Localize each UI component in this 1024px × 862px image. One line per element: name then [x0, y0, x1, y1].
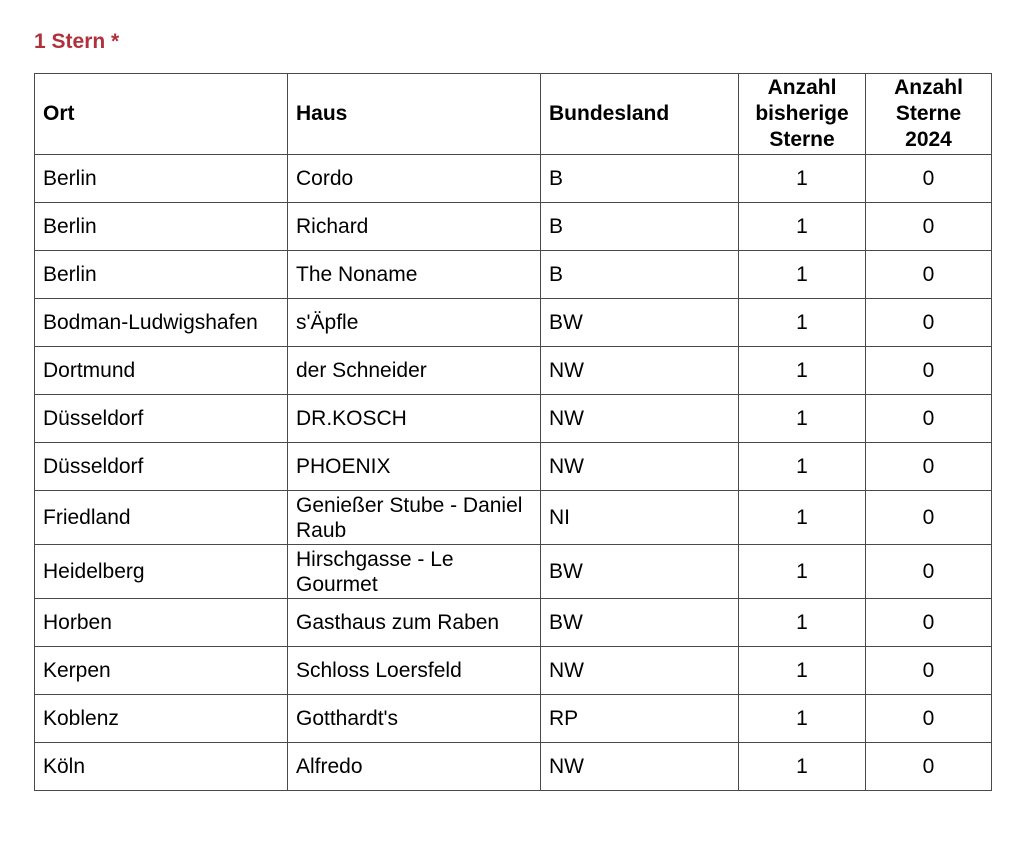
cell-ort: Koblenz	[35, 695, 288, 743]
cell-bisherige-sterne: 1	[739, 347, 866, 395]
header-anzahl-bisherige-sterne: Anzahl bisherige Sterne	[739, 74, 866, 155]
cell-haus: Schloss Loersfeld	[288, 647, 541, 695]
table-row	[35, 443, 992, 491]
cell-sterne-2024: 0	[866, 395, 992, 443]
cell-bundesland: NW	[541, 647, 739, 695]
table-row	[35, 347, 992, 395]
header-haus: Haus	[288, 74, 541, 155]
cell-ort: Bodman-Ludwigshafen	[35, 299, 288, 347]
cell-ort: Köln	[35, 743, 288, 791]
cell-ort: Friedland	[35, 491, 288, 545]
cell-bisherige-sterne: 1	[739, 695, 866, 743]
cell-bisherige-sterne: 1	[739, 599, 866, 647]
table-row	[35, 251, 992, 299]
cell-haus: Gasthaus zum Raben	[288, 599, 541, 647]
cell-bundesland: NI	[541, 491, 739, 545]
cell-ort: Dortmund	[35, 347, 288, 395]
table-row	[35, 155, 992, 203]
cell-bisherige-sterne: 1	[739, 299, 866, 347]
cell-haus: The Noname	[288, 251, 541, 299]
cell-ort: Berlin	[35, 251, 288, 299]
cell-sterne-2024: 0	[866, 647, 992, 695]
header-bundesland: Bundesland	[541, 74, 739, 155]
table-row	[35, 647, 992, 695]
cell-sterne-2024: 0	[866, 251, 992, 299]
cell-bisherige-sterne: 1	[739, 491, 866, 545]
cell-bisherige-sterne: 1	[739, 545, 866, 599]
cell-sterne-2024: 0	[866, 155, 992, 203]
cell-sterne-2024: 0	[866, 599, 992, 647]
cell-haus: Cordo	[288, 155, 541, 203]
cell-ort: Horben	[35, 599, 288, 647]
cell-sterne-2024: 0	[866, 545, 992, 599]
cell-sterne-2024: 0	[866, 743, 992, 791]
table-header-row	[35, 74, 992, 155]
cell-bundesland: BW	[541, 545, 739, 599]
cell-bundesland: RP	[541, 695, 739, 743]
cell-bisherige-sterne: 1	[739, 251, 866, 299]
cell-haus: Genießer Stube - Daniel Raub	[288, 491, 541, 545]
cell-sterne-2024: 0	[866, 203, 992, 251]
restaurants-table	[34, 73, 992, 791]
cell-sterne-2024: 0	[866, 695, 992, 743]
table-row	[35, 695, 992, 743]
table-row	[35, 299, 992, 347]
cell-ort: Heidelberg	[35, 545, 288, 599]
cell-bundesland: BW	[541, 599, 739, 647]
cell-haus: Alfredo	[288, 743, 541, 791]
cell-bundesland: B	[541, 251, 739, 299]
cell-bundesland: NW	[541, 347, 739, 395]
cell-sterne-2024: 0	[866, 491, 992, 545]
cell-bundesland: NW	[541, 443, 739, 491]
table-row	[35, 395, 992, 443]
cell-bisherige-sterne: 1	[739, 395, 866, 443]
cell-ort: Düsseldorf	[35, 395, 288, 443]
cell-ort: Berlin	[35, 203, 288, 251]
table-row	[35, 743, 992, 791]
cell-haus: Richard	[288, 203, 541, 251]
cell-ort: Kerpen	[35, 647, 288, 695]
cell-bisherige-sterne: 1	[739, 443, 866, 491]
table-row	[35, 545, 992, 599]
header-anzahl-sterne-2024: Anzahl Sterne 2024	[866, 74, 992, 155]
cell-bundesland: NW	[541, 395, 739, 443]
table-row	[35, 599, 992, 647]
cell-haus: der Schneider	[288, 347, 541, 395]
cell-sterne-2024: 0	[866, 443, 992, 491]
cell-haus: Hirschgasse - Le Gourmet	[288, 545, 541, 599]
cell-bisherige-sterne: 1	[739, 155, 866, 203]
cell-haus: PHOENIX	[288, 443, 541, 491]
cell-ort: Düsseldorf	[35, 443, 288, 491]
cell-bundesland: NW	[541, 743, 739, 791]
table-row	[35, 203, 992, 251]
cell-bisherige-sterne: 1	[739, 647, 866, 695]
cell-bundesland: B	[541, 203, 739, 251]
header-ort: Ort	[35, 74, 288, 155]
cell-bundesland: BW	[541, 299, 739, 347]
cell-bisherige-sterne: 1	[739, 743, 866, 791]
table-row	[35, 491, 992, 545]
cell-bundesland: B	[541, 155, 739, 203]
cell-bisherige-sterne: 1	[739, 203, 866, 251]
section-title: 1 Stern *	[34, 30, 120, 53]
cell-sterne-2024: 0	[866, 299, 992, 347]
cell-haus: s'Äpfle	[288, 299, 541, 347]
cell-ort: Berlin	[35, 155, 288, 203]
cell-haus: DR.KOSCH	[288, 395, 541, 443]
cell-haus: Gotthardt's	[288, 695, 541, 743]
cell-sterne-2024: 0	[866, 347, 992, 395]
